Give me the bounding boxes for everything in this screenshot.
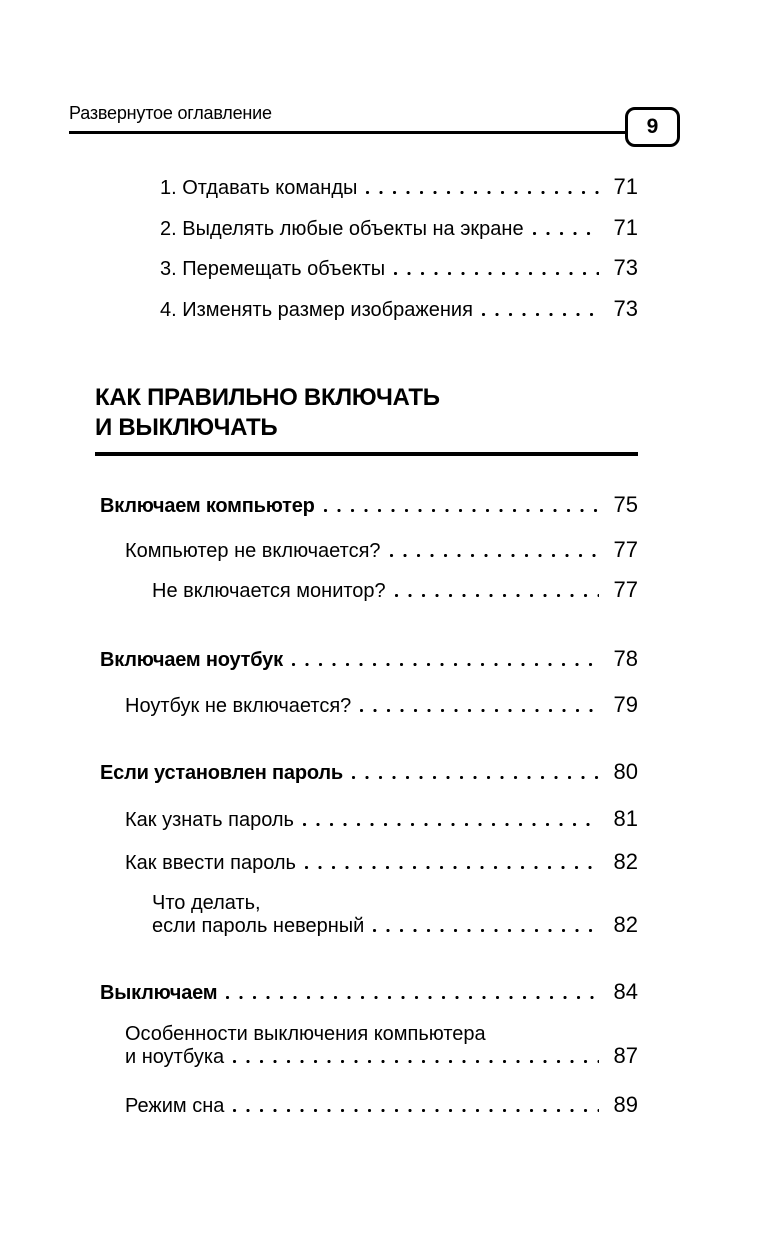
chapter-heading-line1: КАК ПРАВИЛЬНО ВКЛЮЧАТЬ [95,384,440,411]
toc-entry-page: 77 [613,577,638,602]
toc-entry-page: 80 [613,759,638,784]
toc-row [100,647,638,672]
toc-row [125,850,638,875]
toc-entry-title: Не включается монитор? [152,580,386,602]
toc-entry-title: 1. Отдавать команды [160,177,358,199]
dot-leader [233,1060,599,1063]
toc-entry-title: 3. Перемещать объекты [160,258,386,280]
header-rule [69,131,625,134]
toc-entry-page: 71 [613,215,638,240]
toc-entry-title: Как узнать пароль [125,809,294,831]
toc-entry-page: 75 [613,492,638,517]
toc-row [160,256,638,281]
toc-entry-title: Выключаем [100,982,218,1004]
toc-entry-page: 79 [613,692,638,717]
toc-entry-page: 89 [613,1092,638,1117]
toc-row [160,297,638,322]
dot-leader [233,1109,599,1112]
toc-entry-title: Ноутбук не включается? [125,695,352,717]
toc-row [160,175,638,200]
dot-leader [373,929,599,932]
toc-row [125,538,638,563]
toc-entry-page: 87 [613,1043,638,1068]
page-number: 9 [646,115,659,138]
chapter-heading-rule [95,452,638,456]
toc-entry-title: Если установлен пароль [100,762,343,784]
dot-leader [394,272,599,275]
dot-leader [390,554,599,557]
toc-entry-page: 82 [613,912,638,937]
toc-row [152,578,638,603]
toc-entry-page: 78 [613,646,638,671]
toc-row [100,760,638,785]
toc-entry-page: 73 [613,255,638,280]
toc-entry-title-line1: Особенности выключения компьютера [125,1023,486,1045]
dot-leader [395,594,599,597]
dot-leader [324,509,599,512]
toc-row [152,892,638,937]
toc-row [125,807,638,832]
dot-leader [352,776,599,779]
toc-entry-title: Компьютер не включается? [125,540,381,562]
toc-row [125,1023,638,1068]
running-head-title: Развернутое оглавление [69,103,272,123]
dot-leader [226,996,599,999]
toc-row [160,216,638,241]
page-number-box [625,107,680,147]
chapter-heading-line2: И ВЫКЛЮЧАТЬ [95,414,278,441]
toc-entry-page: 71 [613,174,638,199]
toc-entry-title: Включаем ноутбук [100,649,283,671]
toc-row [125,1093,638,1118]
toc-entry-page: 82 [613,849,638,874]
toc-entry-title-line2: если пароль неверный [152,915,365,937]
toc-entry-title-line2: и ноутбука [125,1046,225,1068]
toc-row [125,693,638,718]
toc-row [100,493,638,518]
toc-row [100,980,638,1005]
toc-entry-title: 2. Выделять любые объекты на экране [160,218,524,240]
toc-entry-page: 77 [613,537,638,562]
toc-entry-title: 4. Изменять размер изображения [160,299,473,321]
dot-leader [305,866,599,869]
toc-entry-page: 73 [613,296,638,321]
toc-entry-page: 84 [613,979,638,1004]
dot-leader [533,232,599,235]
dot-leader [292,663,599,666]
toc-entry-page: 81 [613,806,638,831]
toc-entry-title: Как ввести пароль [125,852,296,874]
chapter-heading [95,383,440,443]
dot-leader [303,823,599,826]
dot-leader [360,709,599,712]
toc-entry-title: Включаем компьютер [100,495,315,517]
toc-entry-title: Режим сна [125,1095,225,1117]
toc-entry-title-line1: Что делать, [152,892,261,914]
dot-leader [366,191,599,194]
dot-leader [482,313,599,316]
